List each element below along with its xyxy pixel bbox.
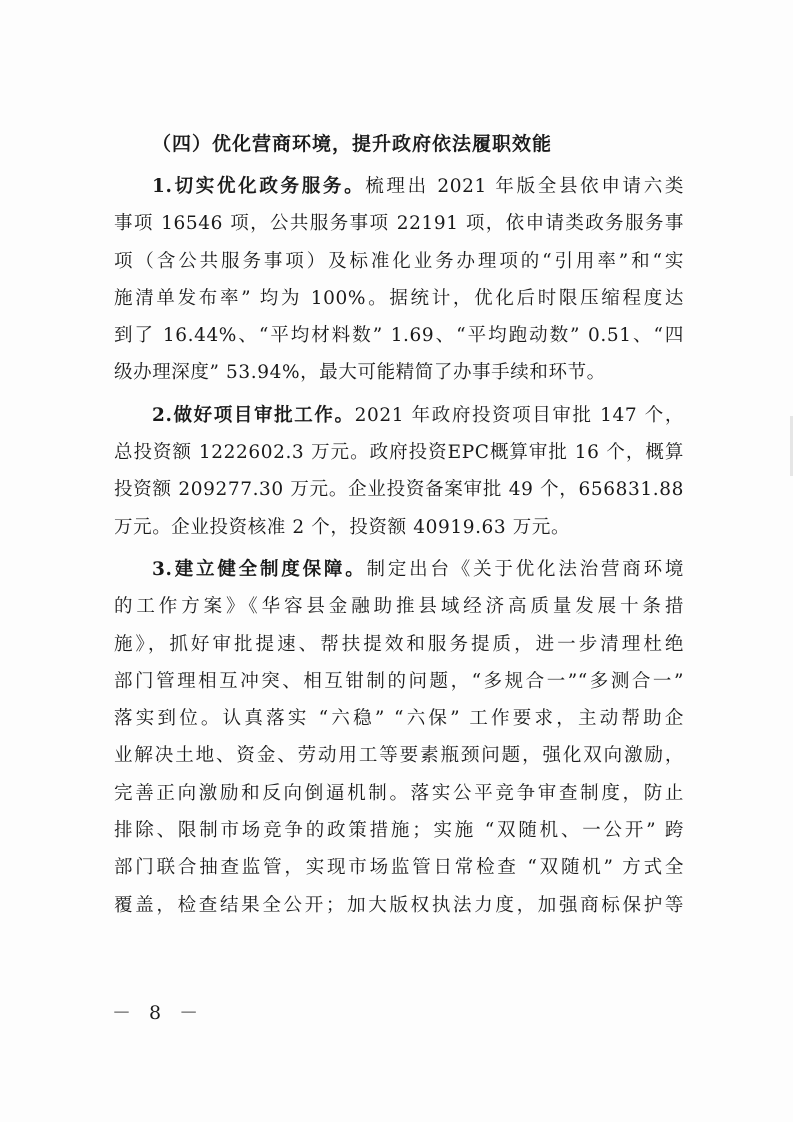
paragraph-line: 事项 16546 项，公共服务事项 22191 项，依申请类政务服务事 bbox=[114, 213, 684, 235]
item-lead: 2.做好项目审批工作。 bbox=[152, 404, 355, 426]
paragraph-item-3 bbox=[114, 551, 684, 924]
section-heading: （四）优化营商环境，提升政府依法履职效能 bbox=[152, 133, 553, 155]
paragraph-line bbox=[114, 397, 684, 434]
paragraph-line: 覆盖，检查结果全公开；加大版权执法力度，加强商标保护等 bbox=[114, 894, 684, 916]
paragraph-line: 部门管理相互冲突、相互钳制的问题，“多规合一”“多测合一” bbox=[114, 670, 684, 692]
paragraph-line bbox=[114, 168, 684, 205]
paragraph-line: 完善正向激励和反向倒逼机制。落实公平竞争审查制度，防止 bbox=[114, 782, 684, 804]
paragraph-item-1 bbox=[114, 168, 684, 392]
paragraph-line: 施清单发布率” 均为 100%。据统计，优化后时限压缩程度达 bbox=[114, 287, 684, 309]
item-text: 2021 年政府投资项目审批 147 个， bbox=[354, 404, 684, 426]
item-lead: 1.切实优化政务服务。 bbox=[152, 176, 366, 197]
paragraph-line: 落实到位。认真落实 “六稳” “六保” 工作要求，主动帮助企 bbox=[114, 708, 684, 730]
paragraph-line: 的工作方案》《华容县金融助推县域经济高质量发展十条措 bbox=[114, 596, 684, 618]
paragraph-line: 施》，抓好审批提速、帮扶提效和服务提质，进一步清理杜绝 bbox=[114, 633, 684, 655]
paragraph-line: 总投资额 1222602.3 万元。政府投资EPC概算审批 16 个，概算 bbox=[114, 442, 684, 464]
paragraph-line: 投资额 209277.30 万元。企业投资备案审批 49 个，656831.88 bbox=[114, 479, 684, 501]
paragraph-line: 万元。企业投资核准 2 个，投资额 40919.63 万元。 bbox=[114, 516, 571, 538]
paragraph-line bbox=[114, 551, 684, 588]
item-lead: 3.建立健全制度保障。 bbox=[152, 558, 367, 580]
paragraph-item-2 bbox=[114, 397, 684, 546]
document-body bbox=[114, 126, 684, 924]
paragraph-line: 排除、限制市场竞争的政策措施；实施 “双随机、一公开” 跨 bbox=[114, 820, 684, 842]
paragraph-line: 级办理深度” 53.94%，最大可能精简了办事手续和环节。 bbox=[114, 362, 606, 384]
page-number: － 8 － bbox=[112, 1002, 205, 1024]
paragraph-line: 项（含公共服务事项）及标准化业务办理项的“引用率”和“实 bbox=[114, 250, 684, 272]
paragraph-line: 到了 16.44%、“平均材料数” 1.69、“平均跑动数” 0.51、“四 bbox=[114, 325, 684, 347]
paragraph-line: 部门联合抽查监管，实现市场监管日常检查 “双随机” 方式全 bbox=[114, 857, 684, 879]
item-text: 制定出台《关于优化法治营商环境 bbox=[366, 558, 684, 580]
item-text: 梳理出 2021 年版全县依申请六类 bbox=[365, 176, 684, 197]
paragraph-line: 业解决土地、资金、劳动用工等要素瓶颈问题，强化双向激励， bbox=[114, 745, 684, 767]
